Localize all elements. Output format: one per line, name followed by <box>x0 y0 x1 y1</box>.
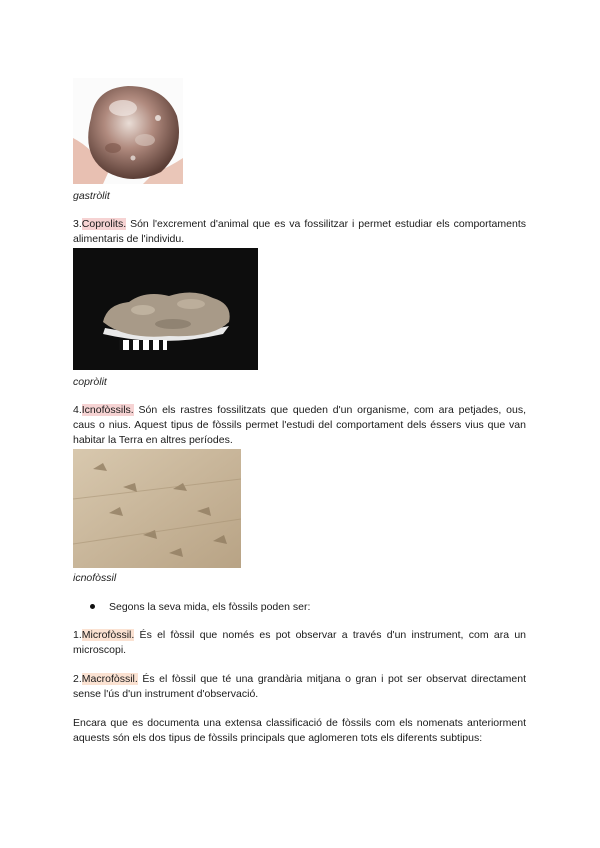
icnofossils-paragraph <box>73 403 526 448</box>
icnofossil-photo <box>73 449 241 568</box>
coprolits-paragraph <box>73 217 526 247</box>
microfossil-paragraph <box>73 628 526 658</box>
gastrolit-photo <box>73 78 183 184</box>
bullet-dot <box>90 604 95 609</box>
coprolits-term: Coprolits. <box>81 218 127 230</box>
macrofossil-number: 2. <box>73 673 82 685</box>
icnofossil-caption: icnofòssil <box>73 572 117 584</box>
icnofossils-term: Icnofòssils. <box>81 404 134 416</box>
coprolit-photo <box>73 248 258 370</box>
microfossil-text: És el fòssil que només es pot observar a través d'un instrument, com ara un microscopi. <box>73 629 526 656</box>
icnofossils-text: Són els rastres fossilitzats que queden d'un organisme, com ara petjades, ous, caus o nius. Aquest tipus de fòssils permet l'estudi del comportament dels éssers vius que van habitar la Terra en altres períodes. <box>73 404 526 446</box>
closing-paragraph: Encara que es documenta una extensa classificació de fòssils com els nomenats anteriorment aquests són els dos tipus de fòssils principals que aglomeren tots els diferents subtipus: <box>73 717 526 744</box>
microfossil-term: Microfòssil. <box>81 629 135 641</box>
coprolits-text: Són l'excrement d'animal que es va fossilitzar i permet estudiar els comportaments alimentaris de l'individu. <box>73 218 526 245</box>
coprolit-caption: copròlit <box>73 376 107 388</box>
size-bullet <box>90 600 310 614</box>
macrofossil-paragraph <box>73 672 526 702</box>
macrofossil-term: Macrofòssil. <box>81 673 138 685</box>
coprolits-number: 3. <box>73 218 82 230</box>
macrofossil-text: És el fòssil que té una grandària mitjana o gran i pot ser observat directament sense l'ús d'un instrument d'observació. <box>73 673 526 700</box>
gastrolit-caption: gastròlit <box>73 190 110 202</box>
icnofossils-number: 4. <box>73 404 82 416</box>
microfossil-number: 1. <box>73 629 82 641</box>
bullet-text: Segons la seva mida, els fòssils poden ser: <box>109 601 311 613</box>
